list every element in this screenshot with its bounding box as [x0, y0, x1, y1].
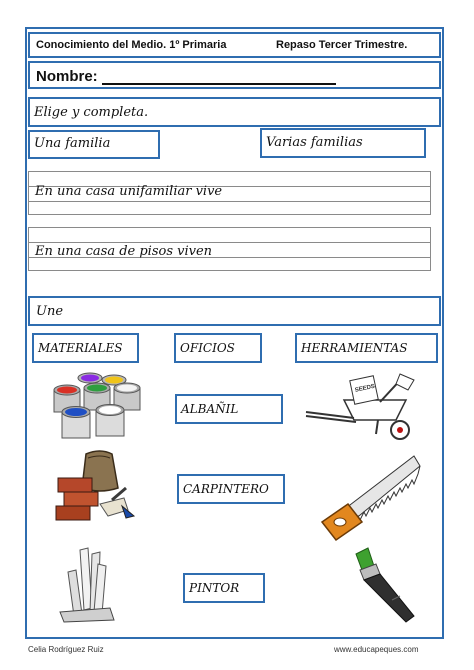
- option-label: Una familia: [34, 136, 111, 151]
- term-title: Repaso Tercer Trimestre.: [276, 39, 408, 51]
- oficio-label: ALBAÑIL: [181, 402, 239, 416]
- handsaw-image[interactable]: [318, 450, 422, 542]
- footer-site[interactable]: www.educapeques.com: [334, 645, 419, 654]
- oficio-pintor[interactable]: [183, 573, 265, 603]
- column-label: MATERIALES: [38, 341, 123, 355]
- writing-lines-1[interactable]: [28, 171, 431, 215]
- paint-cans-image[interactable]: [50, 370, 146, 442]
- name-box: [28, 61, 441, 89]
- sentence-pisos: En una casa de pisos viven: [35, 244, 213, 259]
- oficio-label: PINTOR: [189, 581, 240, 595]
- oficio-carpintero[interactable]: [177, 474, 285, 504]
- column-label: HERRAMIENTAS: [301, 341, 408, 355]
- instruction-text-2: Une: [36, 304, 64, 319]
- column-label: OFICIOS: [180, 341, 235, 355]
- writing-lines-2[interactable]: [28, 227, 431, 271]
- instruction-text-1: Elige y completa.: [34, 105, 149, 120]
- option-varias-familias[interactable]: [260, 128, 426, 158]
- instruction-box-1: [28, 97, 441, 127]
- wheelbarrow-image[interactable]: [304, 372, 422, 442]
- bricks-cement-image[interactable]: [52, 448, 142, 524]
- paintbrush-image[interactable]: [350, 544, 422, 624]
- instruction-box-2: [28, 296, 441, 326]
- name-field-line[interactable]: [102, 83, 336, 85]
- option-una-familia[interactable]: [28, 130, 160, 159]
- column-oficios: [174, 333, 262, 363]
- option-label: Varias familias: [266, 135, 363, 150]
- column-materiales: [32, 333, 139, 363]
- sentence-unifamiliar: En una casa unifamiliar vive: [35, 184, 223, 199]
- oficio-label: CARPINTERO: [183, 482, 269, 496]
- seeds-label: SEEDS: [354, 383, 376, 394]
- worksheet-header: [28, 32, 441, 58]
- oficio-albanil[interactable]: [175, 394, 283, 424]
- column-herramientas: [295, 333, 438, 363]
- subject-title: Conocimiento del Medio. 1º Primaria: [36, 39, 227, 51]
- name-label: Nombre:: [36, 68, 98, 85]
- wood-planks-image[interactable]: [58, 544, 128, 624]
- footer-author: Celia Rodríguez Ruiz: [28, 645, 104, 654]
